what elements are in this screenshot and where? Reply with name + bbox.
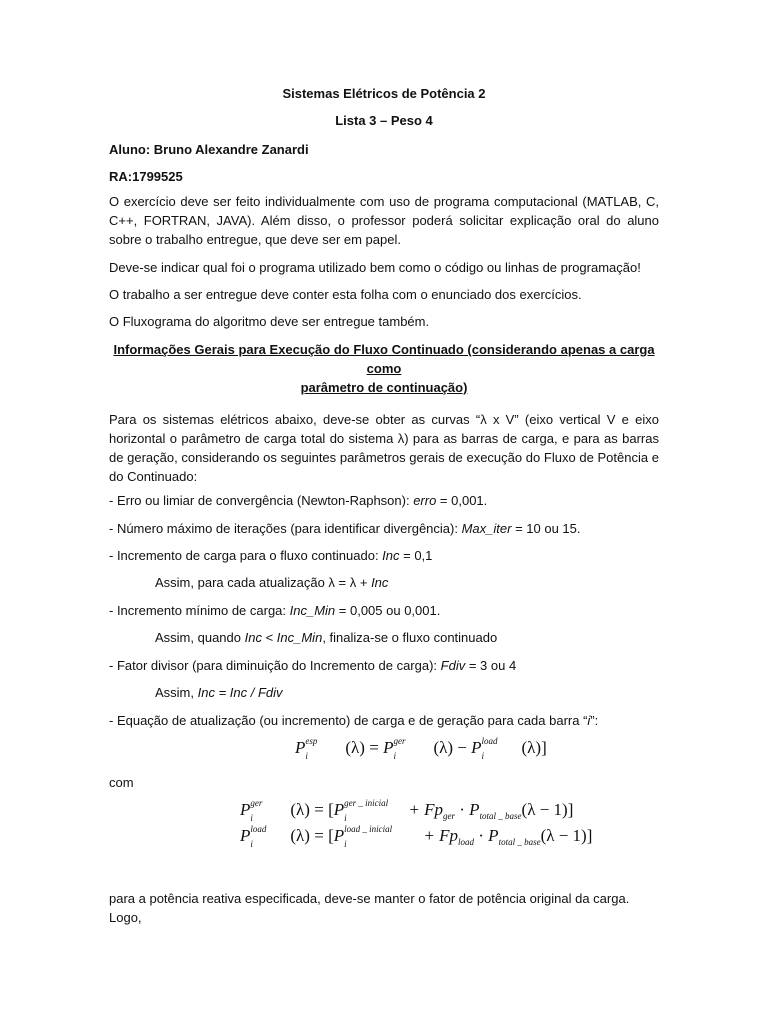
- eq1-sup-esp: esp: [305, 736, 318, 746]
- bullet-erro: [109, 491, 659, 510]
- bullet-max-iter-value: = 10 ou 15.: [511, 521, 581, 536]
- eq2-sup-ger: ger: [250, 798, 263, 808]
- eq2-sup-ger-inicial: ger _ inicial: [344, 798, 389, 808]
- eq3-sub-load: load: [457, 837, 474, 847]
- eq2-sub-i2: i: [344, 813, 347, 823]
- bullet-inc-min-text: - Incremento mínimo de carga:: [109, 603, 290, 618]
- eq1-minus: −: [453, 738, 472, 757]
- section-heading-line2: parâmetro de continuação): [300, 380, 468, 395]
- bullet-inc-min-sub-var2: Inc_Min: [276, 630, 323, 645]
- eq3-lambda-minus1: (λ − 1)]: [540, 826, 593, 845]
- bullet-erro-var: erro: [413, 493, 437, 508]
- eq3-sup-load-inicial: load _ inicial: [344, 824, 393, 834]
- eq1-stack3: [481, 736, 522, 761]
- body-paragraph: Para os sistemas elétricos abaixo, deve-se obter as curvas “λ x V” (eixo vertical V e eixo horizontal o parâmetro de carga total do sistema λ) para as barras de carga, e para as barras de geração, considerando os seguintes parâmetros gerais de execução do Fluxo de Potência e do Continuado:: [109, 412, 659, 484]
- bullet-inc-min-sub: [155, 628, 497, 647]
- bullet-max-iter-text: - Número máximo de iterações (para identificar divergência):: [109, 521, 462, 536]
- eq2-P2: P: [333, 800, 345, 819]
- intro-paragraph-1: O exercício deve ser feito individualmente com uso de programa computacional (MATLAB, C, C++, FORTRAN, JAVA). Além disso, o professor poderá solicitar explicação oral do aluno sobre o trabalho entregue, que deve ser em papel.: [109, 194, 659, 247]
- eq1-arg1: (λ): [345, 738, 365, 757]
- bullet-equation-intro-text: - Equação de atualização (ou incremento) de carga e de geração para cada barra “: [109, 713, 588, 728]
- bullet-inc-min-value: = 0,005 ou 0,001.: [335, 603, 441, 618]
- eq3-P3: P: [488, 826, 499, 845]
- eq3-arg: (λ): [290, 826, 310, 845]
- equation-ger: [240, 800, 573, 826]
- bullet-fdiv-sub: [155, 683, 283, 702]
- eq3-open: [: [328, 826, 334, 845]
- bullet-fdiv-var: Fdiv: [440, 658, 466, 673]
- eq2-P3: P: [469, 800, 480, 819]
- bullet-inc-min-sub-var1: Inc: [244, 630, 262, 645]
- eq3-equals: =: [309, 826, 329, 845]
- closing-line-2: Logo,: [109, 910, 142, 925]
- document-title: Sistemas Elétricos de Potência 2: [282, 86, 486, 101]
- bullet-inc-min: [109, 601, 659, 620]
- bullet-equation-intro-end: ”:: [590, 713, 599, 728]
- bullet-inc-text: - Incremento de carga para o fluxo continuado:: [109, 548, 383, 563]
- closing-line-1: para a potência reativa especificada, deve-se manter o fator de potência original da carga.: [109, 891, 630, 906]
- bullet-fdiv-sub-a: Assim,: [155, 685, 198, 700]
- eq1-stack2: [393, 736, 433, 761]
- eq1-sup-ger: ger: [393, 736, 406, 746]
- bullet-inc-sub-text: Assim, para cada atualização λ = λ +: [155, 575, 372, 590]
- bullet-inc-min-var: Inc_Min: [289, 603, 336, 618]
- section-heading: [109, 340, 659, 397]
- bullet-erro-text: - Erro ou limiar de convergência (Newton-Raphson):: [109, 493, 414, 508]
- eq3-stack1: [250, 824, 290, 849]
- intro-paragraph-3: O trabalho a ser entregue deve conter esta folha com o enunciado dos exercícios.: [109, 287, 582, 302]
- document-subtitle: Lista 3 – Peso 4: [335, 113, 433, 128]
- eq1-P3: P: [471, 738, 482, 757]
- bullet-fdiv-value: = 3 ou 4: [465, 658, 517, 673]
- eq3-stack2: [344, 824, 419, 849]
- eq3-plus-fp: + Fp: [419, 826, 458, 845]
- student-ra: RA:1799525: [109, 169, 183, 184]
- equation-load: [240, 826, 592, 852]
- intro-paragraph-4: O Fluxograma do algoritmo deve ser entregue também.: [109, 314, 430, 329]
- bullet-fdiv: [109, 656, 659, 675]
- bullet-fdiv-text: - Fator divisor (para diminuição do Incremento de carga):: [109, 658, 441, 673]
- eq1-arg2: (λ): [433, 738, 454, 757]
- eq2-lambda-minus1: (λ − 1)]: [521, 800, 574, 819]
- bullet-inc-value: = 0,1: [399, 548, 433, 563]
- eq3-P1: P: [240, 826, 251, 845]
- bullet-erro-value: = 0,001.: [436, 493, 488, 508]
- com-label: com: [109, 775, 134, 790]
- eq1-arg3: (λ): [521, 738, 542, 757]
- eq2-sub-i1: i: [250, 813, 253, 823]
- eq1-close: ]: [541, 738, 547, 757]
- bullet-max-iter-var: Max_iter: [461, 521, 512, 536]
- eq2-dot: ·: [454, 800, 470, 819]
- bullet-inc-min-sub-b: <: [261, 630, 277, 645]
- eq2-sub-ger: ger: [442, 811, 455, 821]
- equation-esp: [295, 736, 547, 761]
- bullet-equation-intro: [109, 711, 659, 730]
- bullet-fdiv-sub-var: Inc = Inc / Fdiv: [197, 685, 283, 700]
- student-name: Aluno: Bruno Alexandre Zanardi: [109, 142, 309, 157]
- bullet-inc-min-sub-c: , finaliza-se o fluxo continuado: [322, 630, 498, 645]
- eq2-open: [: [328, 800, 334, 819]
- eq2-stack1: [250, 798, 290, 823]
- eq2-P1: P: [240, 800, 251, 819]
- bullet-inc: [109, 546, 659, 565]
- intro-paragraph-2: Deve-se indicar qual foi o programa utilizado bem como o código ou linhas de programação!: [109, 260, 641, 275]
- eq1-sub-i2: i: [393, 751, 396, 761]
- bullet-equation-intro-var: i: [587, 713, 591, 728]
- eq3-P2: P: [333, 826, 345, 845]
- eq1-equals: =: [364, 738, 384, 757]
- bullet-inc-var: Inc: [382, 548, 400, 563]
- bullet-inc-sub: [155, 573, 388, 592]
- bullet-inc-sub-var: Inc: [371, 575, 389, 590]
- bullet-max-iter: [109, 519, 659, 538]
- eq3-sub-i2: i: [344, 839, 347, 849]
- eq2-arg: (λ): [290, 800, 310, 819]
- eq1-P2: P: [383, 738, 394, 757]
- eq2-equals: =: [309, 800, 329, 819]
- eq3-sub-total-base: total _ base: [498, 837, 541, 847]
- eq3-dot: ·: [474, 826, 489, 845]
- eq1-sub-i1: i: [305, 751, 308, 761]
- eq2-stack2: [344, 798, 404, 823]
- eq1-sub-i3: i: [481, 751, 485, 761]
- bullet-inc-min-sub-a: Assim, quando: [155, 630, 245, 645]
- eq3-sub-i1: i: [250, 839, 253, 849]
- eq1-P1: P: [295, 738, 306, 757]
- eq2-sub-total-base: total _ base: [479, 811, 522, 821]
- eq3-sup-load: load: [250, 824, 267, 834]
- eq1-stack1: [305, 736, 345, 761]
- section-heading-line1: Informações Gerais para Execução do Fluxo Continuado (considerando apenas a carga como: [113, 342, 655, 376]
- eq1-sup-load: load: [481, 736, 498, 746]
- eq2-plus-fp: + Fp: [404, 800, 443, 819]
